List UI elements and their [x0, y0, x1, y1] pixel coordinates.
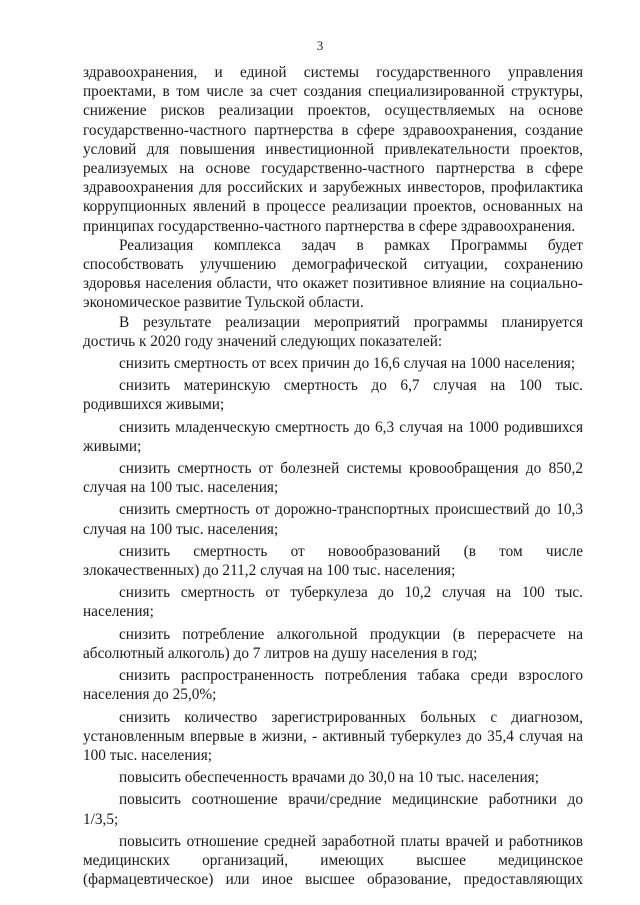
paragraph-targets-intro: В результате реализации мероприятий программы планируется достичь к 2020 году значений следующих показателей:	[83, 313, 583, 350]
list-item-neoplasm-mortality: снизить смертность от новообразований (в том числе злокачественных) до 211,2 случая на 100 тыс. населения;	[83, 542, 583, 580]
list-item-circulatory-mortality: снизить смертность от болезней системы кровообращения до 850,2 случая на 100 тыс. населения;	[83, 460, 583, 497]
list-item-infant-mortality: снизить младенческую смертность до 6,3 случая на 1000 родившихся живыми;	[83, 418, 583, 455]
paragraph-intro-continuation: здравоохранения, и единой системы государственного управления проектами, в том числе за счет создания специализированной структуры, снижение рисков реализации проектов, осуществляемых на основе государственно-частного партнерства в сфере здравоохранения, создание условий для повышения инвестиционной привлекательности проектов, реализуемых на основе государственно-частного партнерства в сфере здравоохранения для российских и зарубежных инвесторов, профилактика коррупционных явлений в процессе реализации проектов, основанных на принципах государственно-частного партнерства в сфере здравоохранения.	[83, 64, 583, 235]
list-item-maternal-mortality: снизить материнскую смертность до 6,7 случая на 100 тыс. родившихся живыми;	[83, 377, 583, 414]
list-item-doctor-nurse-ratio: повысить соотношение врачи/средние медицинские работники до 1/3,5;	[83, 791, 583, 828]
list-item-alcohol-consumption: снизить потребление алкогольной продукции (в перерасчете на абсолютный алкоголь) до 7 литров на душу населения в год;	[83, 625, 583, 662]
document-body	[83, 63, 583, 889]
paragraph-program-effect: Реализация комплекса задач в рамках Программы будет способствовать улучшению демографической ситуации, сохранению здоровья населения области, что окажет позитивное влияние на социально-экономическое развитие Тульской области.	[83, 236, 583, 312]
list-item-doctor-availability: повысить обеспеченность врачами до 30,0 на 10 тыс. населения;	[119, 769, 539, 787]
list-item-salary-ratio: повысить отношение средней заработной платы врачей и работников медицинских организаций, имеющих высшее медицинское (фармацевтическое) или иное высшее образование, предоставляющих	[83, 832, 583, 889]
list-item-mortality-all-causes: снизить смертность от всех причин до 16,6 случая на 1000 населения;	[119, 355, 576, 373]
page-number: 3	[316, 38, 324, 53]
list-item-tobacco-prevalence: снизить распространенность потребления табака среди взрослого населения до 25,0%;	[83, 667, 583, 704]
list-item-tuberculosis-mortality: снизить смертность от туберкулеза до 10,2 случая на 100 тыс. населения;	[83, 584, 583, 621]
list-item-road-accident-mortality: снизить смертность от дорожно-транспортных происшествий до 10,3 случая на 100 тыс. населения;	[83, 501, 583, 538]
list-item-tuberculosis-incidence: снизить количество зарегистрированных больных с диагнозом, установленным впервые в жизни, - активный туберкулез до 35,4 случая на 100 тыс. населения;	[83, 708, 583, 764]
